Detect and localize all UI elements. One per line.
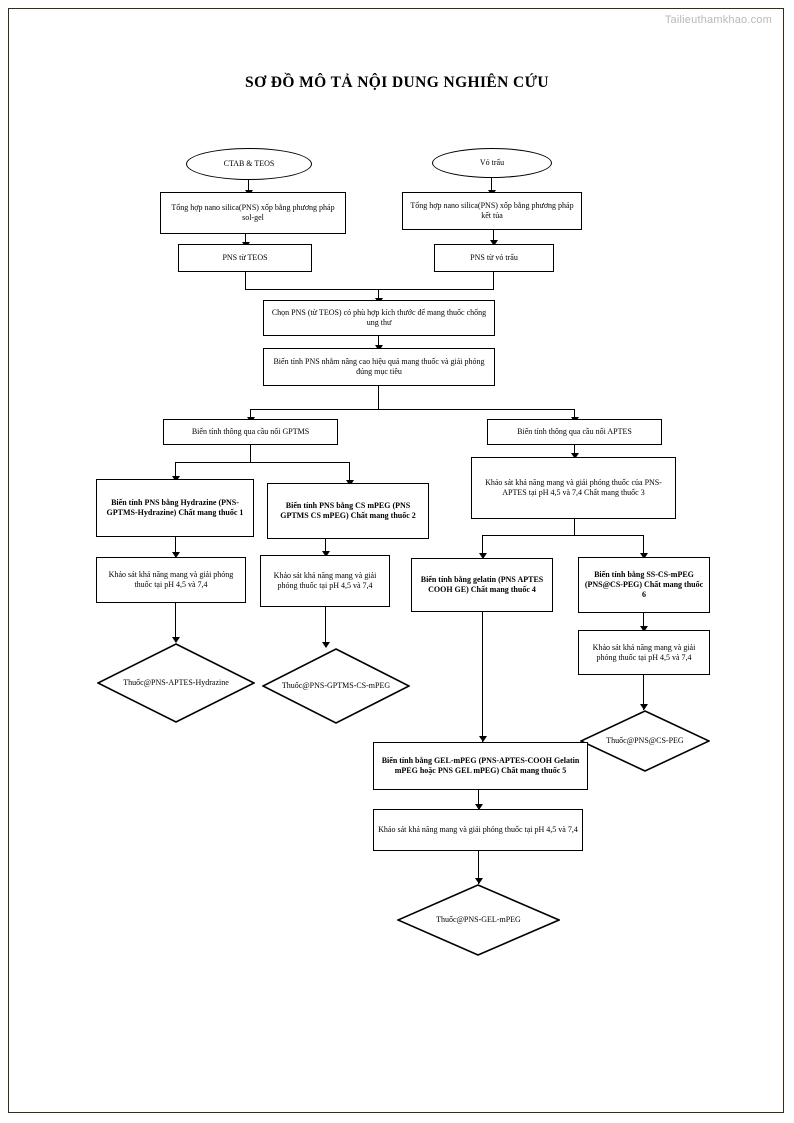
node-label: Tổng hợp nano silica(PNS) xốp bằng phương pháp kết tủa — [410, 201, 574, 220]
node-label: Thuốc@PNS-GPTMS-CS-mPEG — [281, 681, 391, 690]
node-label: Thuốc@PNS-APTES-Hydrazine — [123, 678, 229, 687]
node-carrier-4-gelatin — [411, 558, 553, 612]
node-result-1 — [97, 643, 255, 723]
node-label: Biến tính bằng GEL-mPEG (PNS-APTES-COOH Gelatin mPEG hoặc PNS GEL mPEG) Chất mang thuốc 5 — [381, 756, 580, 775]
node-label: Thuốc@PNS@CS-PEG — [606, 736, 684, 745]
connector — [482, 612, 483, 742]
node-label: Khảo sát khả năng mang và giải phóng thuốc tại pH 4,5 và 7,4 — [108, 570, 234, 589]
node-label: Khảo sát khả năng mang và giải phóng thuốc tại pH 4,5 và 7,4 — [273, 571, 377, 590]
node-test-5-ph — [373, 809, 583, 851]
page-title: SƠ ĐỒ MÔ TẢ NỘI DUNG NGHIÊN CỨU — [245, 74, 549, 91]
node-result-2 — [262, 648, 410, 724]
node-branch-gptms — [163, 419, 338, 445]
node-synthesis-sol-gel — [160, 192, 346, 234]
node-label: Thuốc@PNS-GEL-mPEG — [436, 915, 521, 924]
node-label: Biến tính bằng gelatin (PNS APTES COOH GE) Chất mang thuốc 4 — [420, 575, 544, 594]
node-choose-pns — [263, 300, 495, 336]
node-label: Khảo sát khả năng mang và giải phóng thuốc tại pH 4,5 và 7,4 — [378, 825, 578, 834]
node-pns-vo-trau — [434, 244, 554, 272]
node-start-ctab-teos — [186, 148, 312, 180]
node-test-6-ph — [578, 630, 710, 675]
connector — [482, 535, 644, 536]
node-start-vo-trau — [432, 148, 552, 178]
connector — [250, 445, 251, 463]
node-label: Biến tính bằng SS-CS-mPEG (PNS@CS-PEG) Chất mang thuốc 6 — [584, 570, 704, 599]
node-test-1-ph — [96, 557, 246, 603]
node-carrier-1-hydrazine — [96, 479, 254, 537]
node-label: Biến tính PNS bằng CS mPEG (PNS GPTMS CS mPEG) Chất mang thuốc 2 — [280, 501, 416, 520]
node-result-5 — [397, 884, 560, 956]
node-carrier-2-cs-mpeg — [267, 483, 429, 539]
node-carrier-3-aptes — [471, 457, 676, 519]
watermark: Tailieuthamkhao.com — [664, 14, 772, 26]
node-label: PNS từ TEOS — [222, 253, 268, 262]
node-label: Khảo sát khả năng mang và giải phóng thuốc của PNS-APTES tại pH 4,5 và 7,4 Chất mang thuốc 3 — [485, 478, 662, 497]
node-test-2-ph — [260, 555, 390, 607]
connector — [250, 409, 575, 410]
connector — [245, 272, 246, 290]
connector — [378, 386, 379, 410]
node-label: Khảo sát khả năng mang và giải phóng thuốc tại pH 4,5 và 7,4 — [592, 642, 696, 662]
node-label: Biến tính PNS bằng Hydrazine (PNS-GPTMS-Hydrazine) Chất mang thuốc 1 — [106, 498, 244, 517]
node-carrier-5-gel-mpeg — [373, 742, 588, 790]
node-result-6 — [580, 710, 710, 772]
node-label: CTAB & TEOS — [223, 159, 275, 168]
node-pns-teos — [178, 244, 312, 272]
connector — [325, 607, 326, 647]
node-label: Chọn PNS (từ TEOS) có phù hợp kích thước để mang thuốc chống ung thư — [271, 308, 487, 327]
node-branch-aptes — [487, 419, 662, 445]
node-label: PNS từ vỏ trấu — [470, 253, 518, 262]
node-synthesis-precipitation — [402, 192, 582, 230]
connector — [245, 289, 494, 290]
connector — [574, 519, 575, 536]
node-carrier-6-ss-cs-mpeg — [578, 557, 710, 613]
node-modify-pns — [263, 348, 495, 386]
connector — [493, 272, 494, 290]
node-label: Tổng hợp nano silica(PNS) xốp bằng phương pháp sol-gel — [171, 203, 335, 222]
connector — [175, 462, 350, 463]
node-label: Biến tính thông qua cầu nối GPTMS — [191, 427, 310, 436]
node-label: Biến tính thông qua cầu nối APTES — [517, 427, 632, 436]
node-label: Vỏ trấu — [479, 158, 505, 167]
node-label: Biến tính PNS nhằm nâng cao hiệu quả mang thuốc và giải phóng đúng mục tiêu — [273, 357, 485, 376]
